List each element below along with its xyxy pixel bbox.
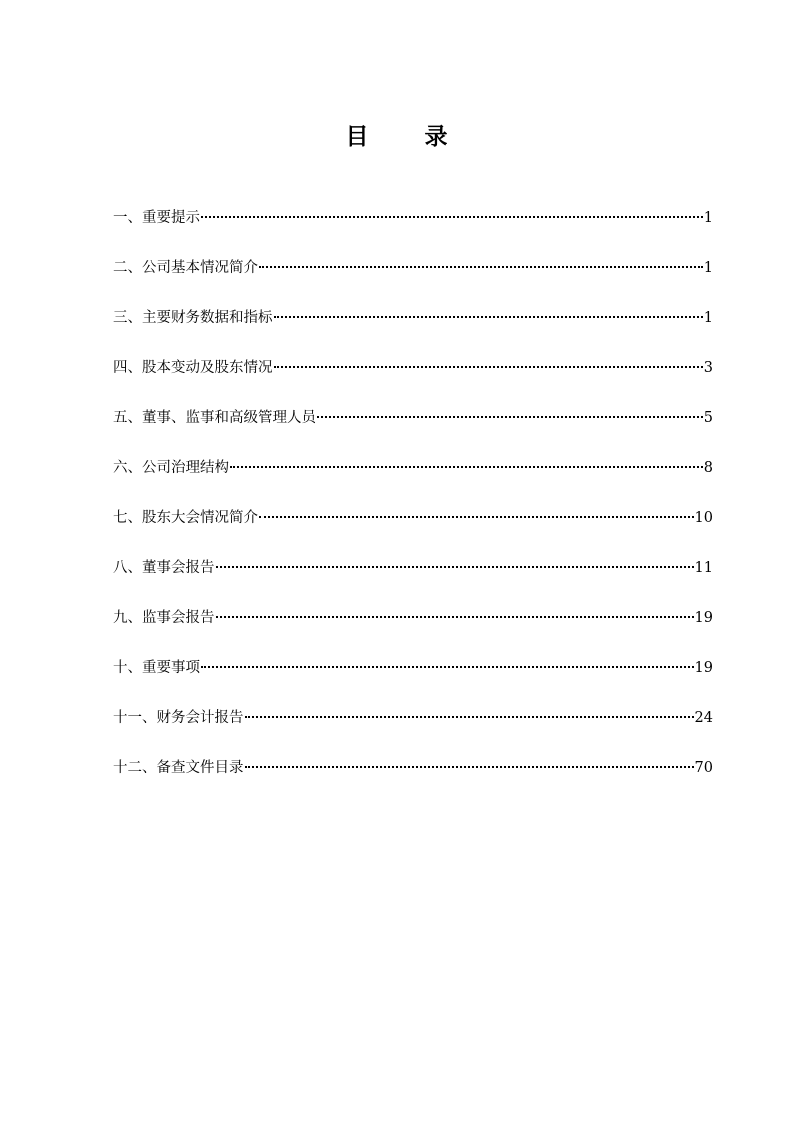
toc-entry-page: 19 xyxy=(694,660,713,676)
toc-entry xyxy=(113,257,713,307)
toc-dot-leader xyxy=(259,515,694,518)
toc-dot-leader xyxy=(201,215,703,218)
page-title: 目 录 xyxy=(345,124,472,150)
toc-entry-label: 十、重要事项 xyxy=(113,660,200,676)
toc-entry xyxy=(113,507,713,557)
toc-entry xyxy=(113,307,713,357)
toc-entry xyxy=(113,457,713,507)
toc-entry-page: 1 xyxy=(703,210,713,226)
toc-entry-page: 1 xyxy=(703,260,713,276)
toc-entry-page: 24 xyxy=(694,710,713,726)
toc-dot-leader xyxy=(230,465,703,468)
toc-dot-leader xyxy=(317,415,703,418)
toc-entry xyxy=(113,707,713,757)
toc-dot-leader xyxy=(201,665,694,668)
toc-entry-label: 十一、财务会计报告 xyxy=(113,710,244,726)
toc-entry xyxy=(113,207,713,257)
toc-dot-leader xyxy=(259,265,703,268)
toc-entry-page: 70 xyxy=(694,760,713,776)
toc-entry xyxy=(113,757,713,807)
toc-entry xyxy=(113,357,713,407)
toc-entry-page: 19 xyxy=(694,610,713,626)
toc-entry xyxy=(113,407,713,457)
toc-entry-label: 二、公司基本情况简介 xyxy=(113,260,258,276)
toc-entry xyxy=(113,657,713,707)
toc-entry-label: 五、董事、监事和高级管理人员 xyxy=(113,410,316,426)
table-of-contents xyxy=(113,207,713,807)
toc-entry-label: 七、股东大会情况简介 xyxy=(113,510,258,526)
toc-entry-label: 四、股本变动及股东情况 xyxy=(113,360,273,376)
toc-entry-label: 一、重要提示 xyxy=(113,210,200,226)
toc-entry-page: 11 xyxy=(694,560,713,576)
toc-dot-leader xyxy=(216,615,694,618)
toc-dot-leader xyxy=(274,365,703,368)
toc-entry-label: 三、主要财务数据和指标 xyxy=(113,310,273,326)
toc-entry-page: 3 xyxy=(703,360,713,376)
toc-entry-page: 8 xyxy=(703,460,713,476)
toc-entry-label: 八、董事会报告 xyxy=(113,560,215,576)
toc-dot-leader xyxy=(245,715,694,718)
toc-entry xyxy=(113,557,713,607)
toc-entry xyxy=(113,607,713,657)
toc-entry-label: 十二、备查文件目录 xyxy=(113,760,244,776)
toc-dot-leader xyxy=(245,765,694,768)
toc-dot-leader xyxy=(216,565,694,568)
toc-entry-page: 1 xyxy=(703,310,713,326)
toc-entry-page: 5 xyxy=(703,410,713,426)
toc-entry-page: 10 xyxy=(694,510,713,526)
toc-entry-label: 九、监事会报告 xyxy=(113,610,215,626)
toc-dot-leader xyxy=(274,315,703,318)
toc-entry-label: 六、公司治理结构 xyxy=(113,460,229,476)
